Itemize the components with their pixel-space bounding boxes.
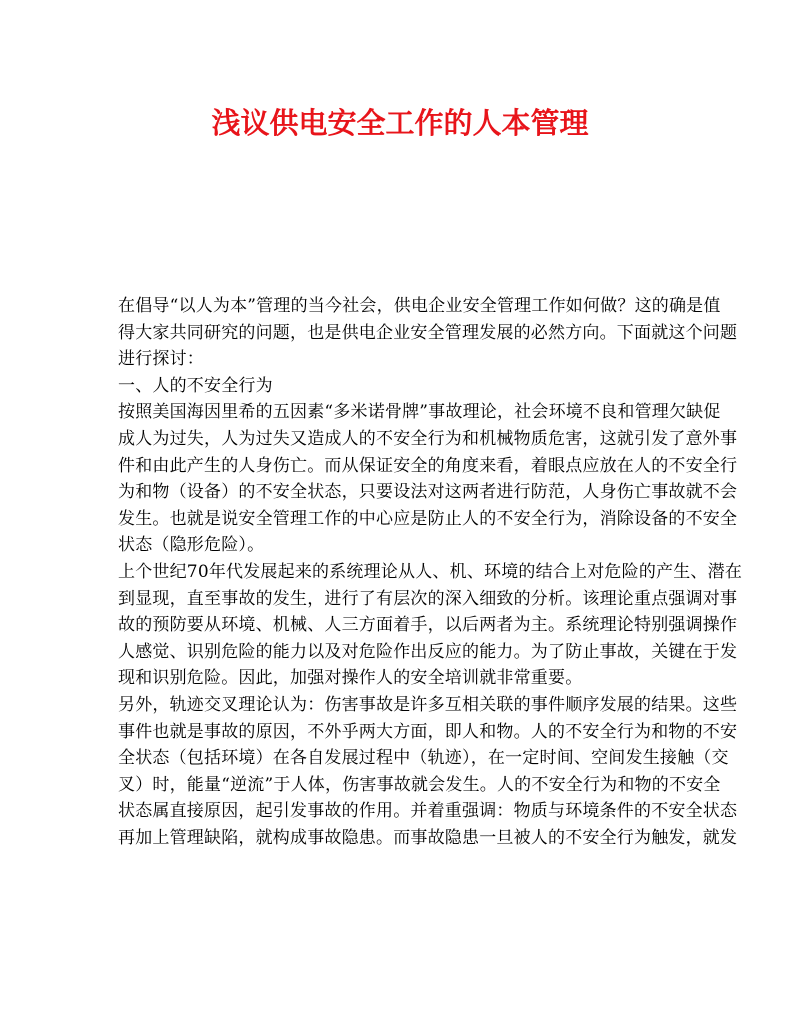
body-line: 上个世纪70年代发展起来的系统理论从人、机、环境的结合上对危险的产生、潜在 (118, 561, 743, 582)
body-line: 故的预防要从环境、机械、人三方面着手，以后两者为主。系统理论特别强调操作 (118, 615, 738, 636)
body-line: 发生。也就是说安全管理工作的中心应是防止人的不安全行为，消除设备的不安全 (118, 508, 738, 529)
body-line: 全状态（包括环境）在各自发展过程中（轨迹），在一定时间、空间发生接触（交 (118, 748, 729, 769)
section-heading: 一、人的不安全行为 (118, 375, 273, 396)
body-line: 状态属直接原因，起引发事故的作用。并着重强调：物质与环境条件的不安全状态 (118, 801, 738, 822)
body-line: 再加上管理缺陷，就构成事故隐患。而事故隐患一旦被人的不安全行为触发，就发 (118, 827, 738, 848)
body-line: 为和物（设备）的不安全状态，只要设法对这两者进行防范，人身伤亡事故就不会 (118, 482, 738, 503)
document-body (118, 293, 743, 851)
body-line: 在倡导“以人为本”管理的当今社会，供电企业安全管理工作如何做？这的确是值 (118, 296, 721, 316)
body-line: 人感觉、识别危险的能力以及对危险作出反应的能力。为了防止事故，关键在于发 (118, 641, 738, 662)
body-line: 事件也就是事故的原因，不外乎两大方面，即人和物。人的不安全行为和物的不安 (118, 721, 738, 742)
document-title: 浅议供电安全工作的人本管理 (211, 106, 589, 140)
body-line: 现和识别危险。因此，加强对操作人的安全培训就非常重要。 (118, 668, 583, 689)
body-line: 按照美国海因里希的五因素“多米诺骨牌”事故理论，社会环境不良和管理欠缺促 (118, 402, 721, 423)
body-line: 进行探讨： (118, 349, 204, 370)
body-line: 得大家共同研究的问题，也是供电企业安全管理发展的必然方向。下面就这个问题 (118, 322, 738, 343)
body-line: 状态（隐形危险）。 (118, 535, 265, 556)
body-line: 叉）时，能量“逆流”于人体，伤害事故就会发生。人的不安全行为和物的不安全 (118, 774, 721, 795)
body-line: 件和由此产生的人身伤亡。而从保证安全的角度来看，着眼点应放在人的不安全行 (118, 455, 738, 476)
body-line: 另外，轨迹交叉理论认为：伤害事故是许多互相关联的事件顺序发展的结果。这些 (118, 694, 738, 715)
body-line: 到显现，直至事故的发生，进行了有层次的深入细致的分析。该理论重点强调对事 (118, 588, 738, 609)
body-line: 成人为过失，人为过失又造成人的不安全行为和机械物质危害，这就引发了意外事 (118, 428, 738, 449)
